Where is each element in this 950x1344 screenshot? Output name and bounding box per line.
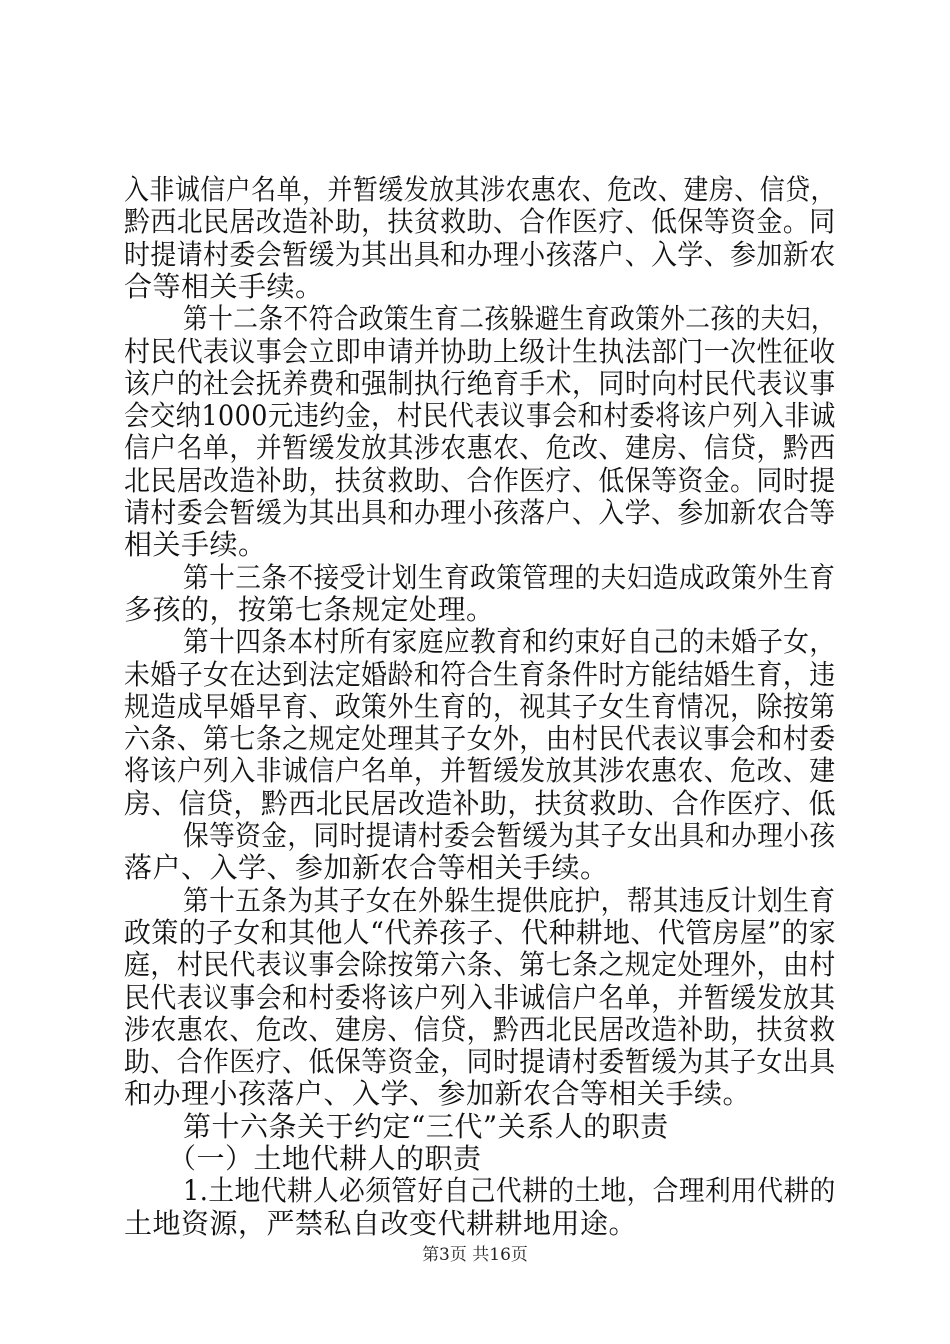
- text-line: 该户的社会抚养费和强制执行绝育手术，同时向村民代表议事: [124, 366, 836, 400]
- text-line: 合等相关手续。: [124, 269, 324, 303]
- text-line: 时提请村委会暂缓为其出具和办理小孩落户、入学、参加新农: [124, 237, 836, 271]
- text-line: 北民居改造补助，扶贫救助、合作医疗、低保等资金。同时提: [124, 463, 836, 497]
- text-line: 第十六条关于约定“三代”关系人的职责: [183, 1109, 669, 1143]
- text-line: 和办理小孩落户、入学、参加新农合等相关手续。: [124, 1077, 752, 1111]
- text-line: 土地资源，严禁私自改变代耕耕地用途。: [124, 1206, 638, 1240]
- text-line: 入非诚信户名单，并暂缓发放其涉农惠农、危改、建房、信贷，: [124, 173, 836, 206]
- text-line: 民代表议事会和村委将该户列入非诚信户名单，并暂缓发放其: [124, 980, 836, 1014]
- text-line: 房、信贷，黔西北民居改造补助，扶贫救助、合作医疗、低: [124, 786, 837, 820]
- text-line: 第十二条不符合政策生育二孩躲避生育政策外二孩的夫妇，: [183, 302, 836, 336]
- text-line: 规造成早婚早育、政策外生育的，视其子女生育情况，除按第: [124, 689, 836, 723]
- text-line: 庭，村民代表议事会除按第六条、第七条之规定处理外，由村: [124, 948, 836, 982]
- text-line: 第十四条本村所有家庭应教育和约束好自己的未婚子女，: [183, 625, 836, 659]
- text-line: （一）土地代耕人的职责: [168, 1142, 482, 1175]
- text-line: 六条、第七条之规定处理其子女外，由村民代表议事会和村委: [124, 722, 836, 756]
- text-line: 1.土地代耕人必须管好自己代耕的土地，合理利用代耕的: [183, 1174, 836, 1208]
- text-line: 保等资金，同时提请村委会暂缓为其子女出具和办理小孩: [183, 819, 836, 852]
- text-line: 会交纳1000元违约金，村民代表议事会和村委将该户列入非诚: [124, 399, 836, 433]
- text-line: 助、合作医疗、低保等资金，同时提请村委暂缓为其子女出具: [124, 1045, 836, 1079]
- text-line: 落户、入学、参加新农合等相关手续。: [124, 851, 609, 885]
- text-line: 请村委会暂缓为其出具和办理小孩落户、入学、参加新农合等: [124, 496, 836, 529]
- text-line: 第十三条不接受计划生育政策管理的夫妇造成政策外生育: [183, 560, 836, 594]
- text-line: 信户名单，并暂缓发放其涉农惠农、危改、建房、信贷，黔西: [124, 431, 836, 465]
- text-line: 村民代表议事会立即申请并协助上级计生执法部门一次性征收: [124, 334, 836, 368]
- text-line: 将该户列入非诚信户名单，并暂缓发放其涉农惠农、危改、建: [124, 754, 836, 788]
- page-number-footer: 第3页 共16页: [422, 1245, 528, 1265]
- text-line: 涉农惠农、危改、建房、信贷，黔西北民居改造补助，扶贫救: [124, 1012, 836, 1046]
- text-line: 第十五条为其子女在外躲生提供庇护，帮其违反计划生育: [183, 883, 836, 917]
- text-line: 政策的子女和其他人“代养孩子、代种耕地、代管房屋”的家: [124, 915, 837, 949]
- text-line: 黔西北民居改造补助，扶贫救助、合作医疗、低保等资金。同: [124, 205, 836, 239]
- text-line: 未婚子女在达到法定婚龄和符合生育条件时方能结婚生育，违: [124, 657, 836, 691]
- text-line: 多孩的，按第七条规定处理。: [124, 592, 495, 626]
- text-line: 相关手续。: [124, 528, 267, 562]
